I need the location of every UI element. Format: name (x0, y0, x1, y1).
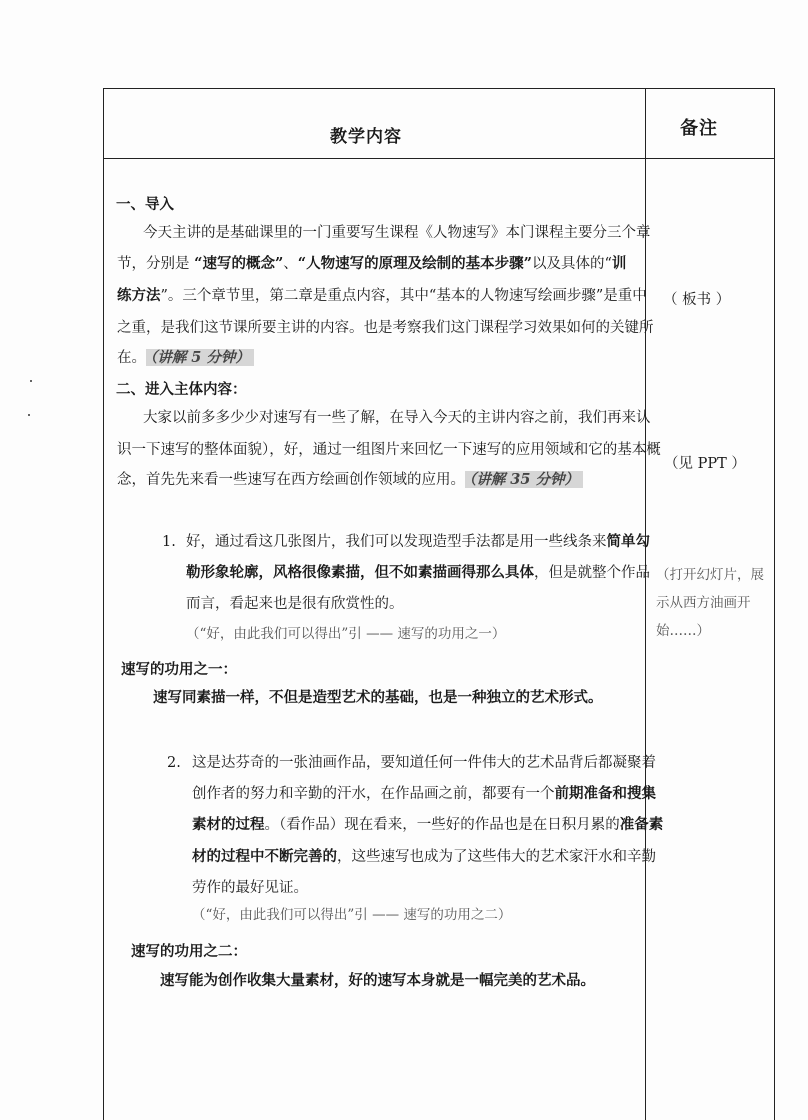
section1-line2 (117, 254, 626, 274)
section1-line4: 之重，是我们这节课所要主讲的内容。也是考察我们这门课程学习效果如何的关键所 (117, 320, 654, 336)
item2-line4 (192, 847, 656, 867)
section1-bold3a: 训 (611, 255, 627, 272)
section1-line2-start: 节，分别是 (117, 256, 190, 272)
item2-line5: 劳作的最好见证。 (192, 880, 308, 896)
section1-line3-rest: ”。三个章节里，第二章是重点内容，其中“基本的人物速写绘画步骤”是重中 (160, 288, 647, 304)
item1-cite: （“好，由此我们可以得出”引 —— 速写的功用之一） (186, 626, 506, 642)
section2-line3 (117, 470, 583, 490)
item1-line1-text: 好，通过看这几张图片，我们可以发现造型手法都是用一些线条来 (186, 534, 607, 550)
section1-line5-text: 在。 (117, 350, 146, 366)
note-blackboard: （ 板书 ） (663, 292, 731, 308)
item1-line3: 而言，看起来也是很有欣赏性的。 (186, 596, 404, 612)
func2-heading: 速写的功用之二： (131, 943, 247, 960)
item2-line3 (192, 815, 663, 835)
item1-line2-bold: 勒形象轮廓，风格很像素描，但不如素描画得那么具体 (186, 564, 534, 581)
item2-line4-text: ，这些速写也成为了这些伟大的艺术家汗水和辛勤 (337, 849, 656, 865)
scan-speck (30, 380, 32, 382)
section1-line5 (117, 348, 254, 368)
item2-line3-bold: 素材的过程 (192, 816, 265, 833)
section1-heading: 一、导入 (116, 196, 174, 213)
item1-line2-rest: ，但是就整个作品 (534, 565, 650, 581)
section1-bold3b: 练方法 (117, 287, 161, 304)
section1-after2: 以及具体的“ (531, 256, 612, 272)
header-rule (103, 158, 775, 159)
item1-line1-bold: 简单勾 (606, 533, 650, 550)
func1-heading: 速写的功用之一： (121, 661, 237, 678)
item2-cite: （“好，由此我们可以得出”引 —— 速写的功用之二） (192, 907, 512, 923)
item2-line1: 这是达芬奇的一张油画作品，要知道任何一件伟大的艺术品背后都凝聚着 (192, 755, 656, 771)
section1-line1: 今天主讲的是基础课里的一门重要写生课程《人物速写》本门课程主要分三个章 (143, 225, 651, 241)
item1-line1 (186, 532, 650, 552)
note-ppt: （见 PPT ） (664, 456, 746, 472)
section2-time-note: （讲解 35 分钟） (465, 471, 583, 488)
section2-heading: 二、进入主体内容： (116, 381, 247, 398)
section2-line2: 识一下速写的整体面貌），好，通过一组图片来回忆一下速写的应用领域和它的基本概 (117, 442, 661, 458)
note-slides: （打开幻灯片，展示从西方油画开始……） (656, 567, 764, 639)
item2-line4-bold: 材的过程中不断完善的 (192, 848, 337, 865)
item2-number: 2. (167, 755, 181, 771)
section1-bold2: “人物速写的原理及绘制的基本步骤” (297, 255, 532, 272)
func2-text: 速写能为创作收集大量素材，好的速写本身就是一幅完美的艺术品。 (160, 972, 595, 989)
scan-speck (28, 414, 30, 416)
section1-line3 (117, 286, 647, 306)
item1-line2 (186, 563, 650, 583)
item1-number: 1. (162, 534, 176, 550)
item2-line3-bold2: 准备素 (619, 816, 664, 833)
item2-line2 (192, 784, 656, 804)
section2-line1: 大家以前多多少少对速写有一些了解，在导入今天的主讲内容之前，我们再来认 (143, 410, 651, 426)
header-notes-title: 备注 (680, 118, 718, 139)
item2-line2-text: 创作者的努力和辛勤的汗水，在作品画之前，都要有一个 (192, 786, 555, 802)
section1-time-note: （讲解 5 分钟） (146, 349, 254, 366)
section2-line3-text: 念，首先先来看一些速写在西方绘画创作领域的应用。 (117, 472, 465, 488)
item2-line2-bold: 前期准备和搜集 (554, 785, 656, 802)
section1-sep1: 、 (283, 256, 298, 272)
item2-line3-text: 。（看作品）现在看来，一些好的作品也是在日积月累的 (264, 817, 620, 833)
func1-text: 速写同素描一样，不但是造型艺术的基础，也是一种独立的艺术形式。 (153, 689, 603, 706)
header-content-title: 教学内容 (330, 127, 402, 147)
section1-bold1: “速写的概念” (194, 255, 284, 272)
